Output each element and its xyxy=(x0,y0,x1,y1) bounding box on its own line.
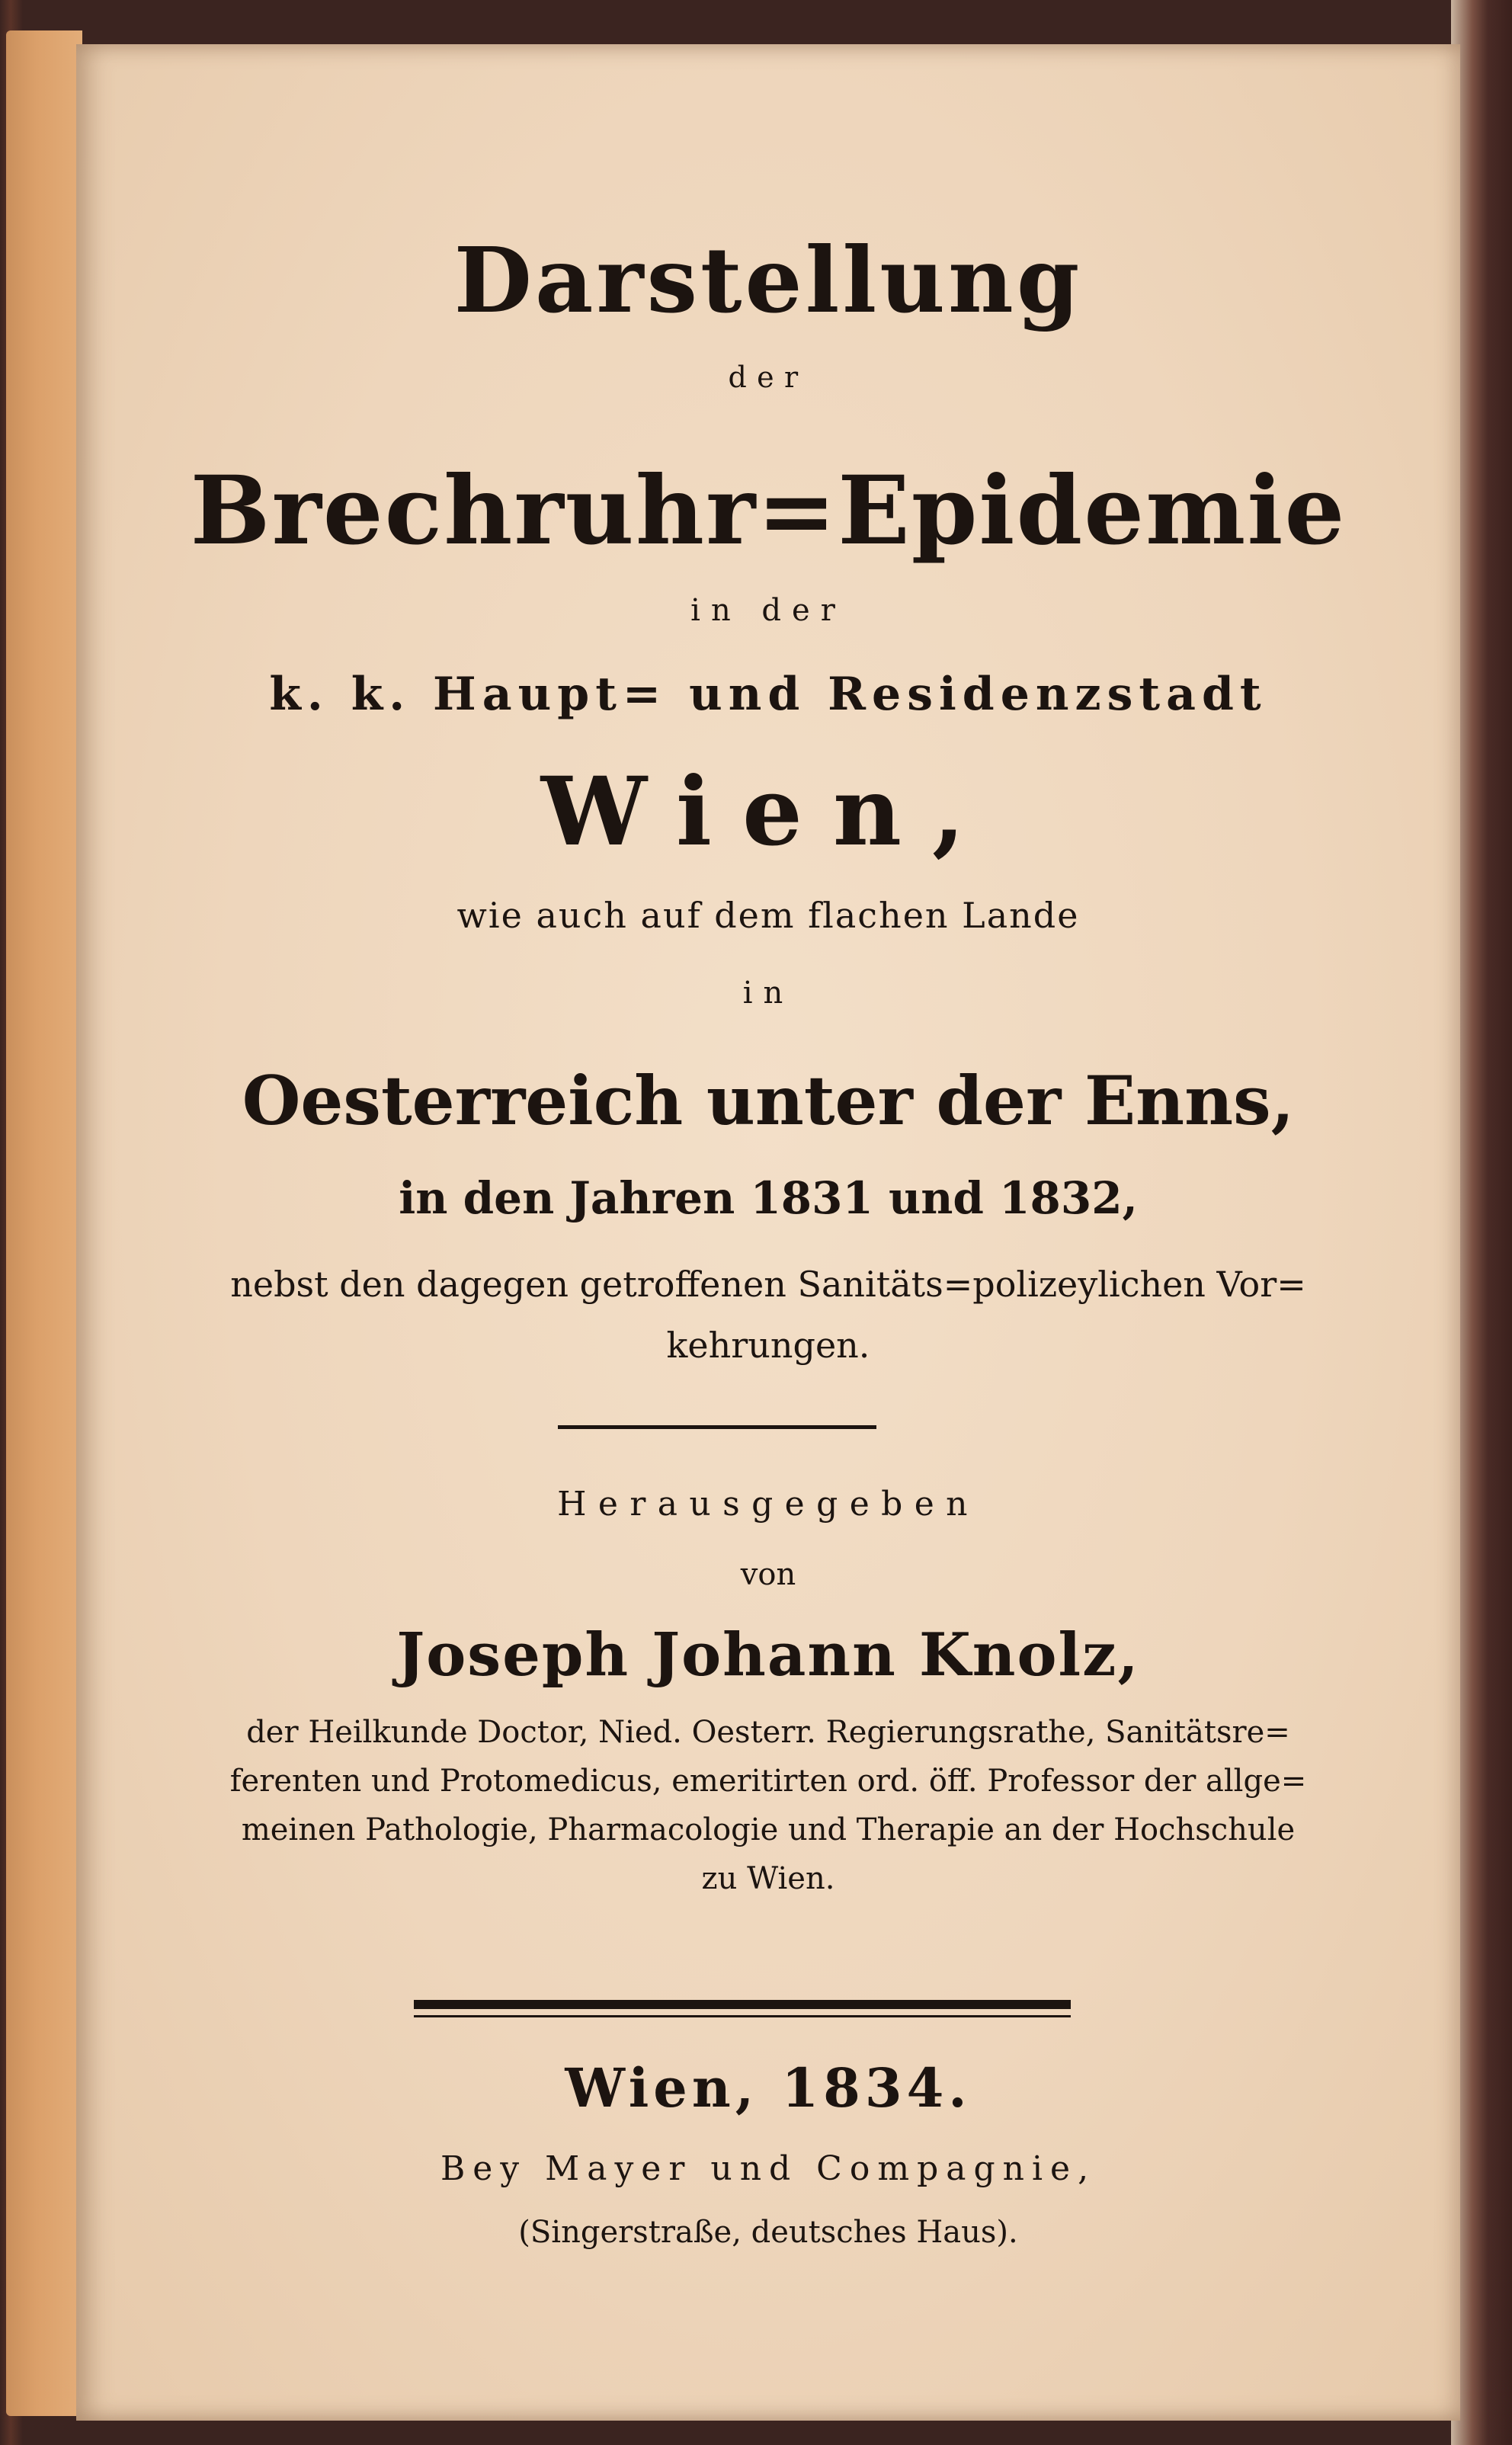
land-line: wie auch auf dem flachen Lande xyxy=(456,895,1080,936)
title: Darstellung xyxy=(453,227,1083,333)
city-line: k. k. Haupt= und Residenzstadt xyxy=(269,668,1267,721)
author-title-line-2: ferenten und Protomedicus, emeritirten ord. öff. Professor der allge= xyxy=(229,1764,1307,1799)
years: in den Jahren 1831 und 1832, xyxy=(399,1172,1138,1224)
address: (Singerstraße, deutsches Haus). xyxy=(518,2215,1018,2250)
author-title-line-1: der Heilkunde Doctor, Nied. Oesterr. Regierungsrathe, Sanitätsre= xyxy=(246,1715,1290,1750)
editor-label: Herausgegeben xyxy=(557,1485,979,1524)
region: Oesterreich unter der Enns, xyxy=(242,1061,1295,1140)
in-der-line: in der xyxy=(690,593,846,628)
book-cover-edge xyxy=(6,30,82,2416)
der-line: der xyxy=(728,361,809,394)
in-line: in xyxy=(742,976,794,1011)
double-rule-thick xyxy=(414,2000,1071,2009)
city-name: Wien, xyxy=(540,757,996,867)
divider-short xyxy=(558,1425,876,1429)
measures-line-2: kehrungen. xyxy=(666,1325,870,1366)
subject-title: Brechruhr=Epidemie xyxy=(190,456,1347,566)
imprint-place: Wien, 1834. xyxy=(565,2056,972,2120)
title-page xyxy=(76,44,1460,2421)
von-line: von xyxy=(740,1557,796,1592)
page-block-edge xyxy=(1451,0,1512,2445)
author-name: Joseph Johann Knolz, xyxy=(396,1620,1140,1690)
author-title-line-3: meinen Pathologie, Pharmacologie und Therapie an der Hochschule xyxy=(241,1812,1296,1847)
double-rule-thin xyxy=(414,2015,1071,2017)
author-title-line-4: zu Wien. xyxy=(701,1861,835,1896)
measures-line-1: nebst den dagegen getroffenen Sanitäts=polizeylichen Vor= xyxy=(230,1264,1306,1305)
publisher: Bey Mayer und Compagnie, xyxy=(440,2149,1097,2188)
